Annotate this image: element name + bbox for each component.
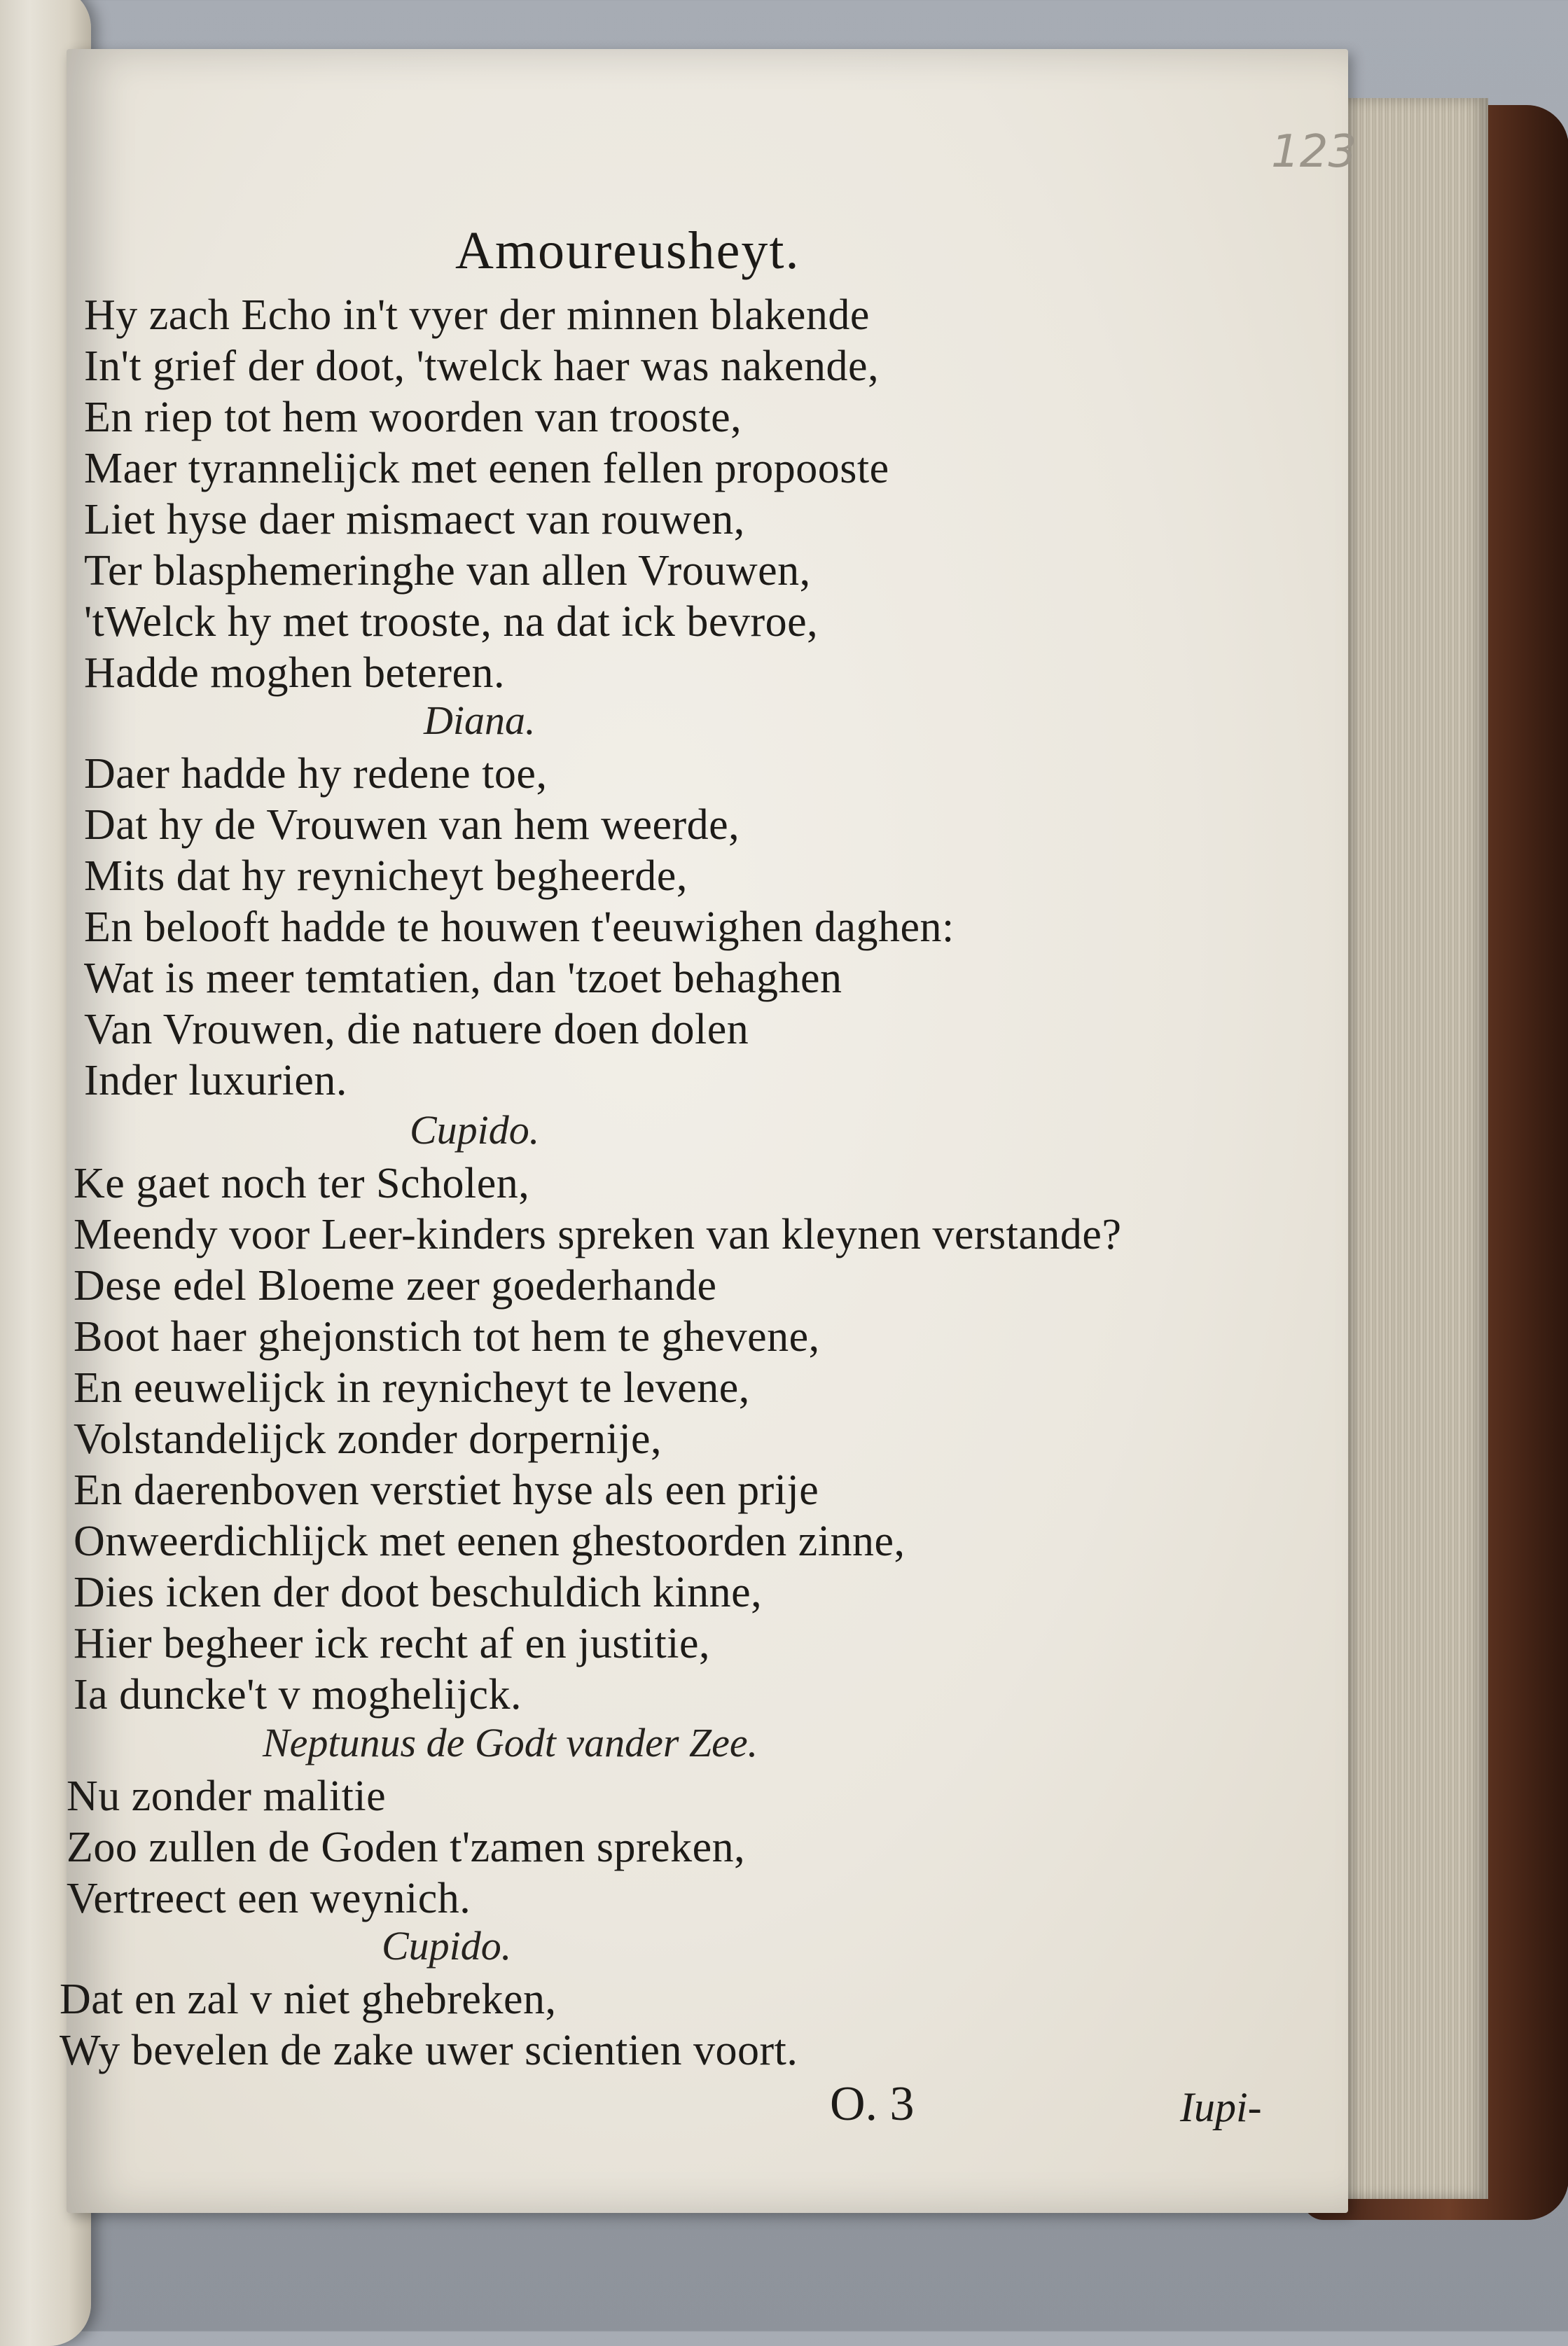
verse-line: Dat en zal v niet ghebreken, bbox=[60, 1976, 557, 2023]
signature-mark: O. 3 bbox=[830, 2077, 915, 2131]
verse-line: Wy bevelen de zake uwer scientien voort. bbox=[60, 2027, 798, 2074]
verse-line: En eeuwelijck in reynicheyt te levene, bbox=[74, 1364, 750, 1412]
verse-line: Inder luxurien. bbox=[84, 1057, 347, 1104]
verse-line: Volstandelijck zonder dorpernije, bbox=[74, 1415, 662, 1463]
verse-line: Hier begheer ick recht af en justitie, bbox=[74, 1620, 710, 1667]
verse-line: Ter blasphemeringhe van allen Vrouwen, bbox=[84, 547, 811, 595]
verse-line: In't grief der doot, 'twelck haer was nakende, bbox=[84, 342, 880, 390]
verse-line: Hy zach Echo in't vyer der minnen blakende bbox=[84, 291, 870, 339]
verse-line: Ia duncke't v moghelijck. bbox=[74, 1671, 522, 1719]
verse-line: Hadde moghen beteren. bbox=[84, 649, 505, 697]
verse-line: Ke gaet noch ter Scholen, bbox=[74, 1160, 530, 1207]
speaker-name: Cupido. bbox=[410, 1107, 540, 1153]
verse-line: Meendy voor Leer-kinders spreken van kleynen verstande? bbox=[74, 1211, 1122, 1258]
catchword: Iupi- bbox=[1180, 2084, 1262, 2130]
speaker-name: Cupido. bbox=[382, 1923, 512, 1969]
folio-number: 123 bbox=[1271, 126, 1357, 178]
verse-line: Zoo zullen de Goden t'zamen spreken, bbox=[67, 1824, 746, 1871]
verse-line: En riep tot hem woorden van trooste, bbox=[84, 394, 742, 441]
speaker-name: Neptunus de Godt vander Zee. bbox=[263, 1720, 758, 1765]
verse-line: Daer hadde hy redene toe, bbox=[84, 750, 548, 798]
verse-line: Boot haer ghejonstich tot hem te ghevene, bbox=[74, 1313, 820, 1361]
verse-line: Dat hy de Vrouwen van hem weerde, bbox=[84, 801, 740, 849]
verse-line: En belooft hadde te houwen t'eeuwighen daghen: bbox=[84, 903, 955, 951]
verse-line: Liet hyse daer mismaect van rouwen, bbox=[84, 496, 745, 543]
speaker-name: Diana. bbox=[424, 697, 536, 743]
verse-line: Vertreect een weynich. bbox=[67, 1875, 471, 1922]
verse-line: En daerenboven verstiet hyse als een prije bbox=[74, 1466, 819, 1514]
verse-line: Wat is meer temtatien, dan 'tzoet behaghen bbox=[84, 955, 842, 1002]
verse-line: 'tWelck hy met trooste, na dat ick bevroe, bbox=[84, 598, 819, 646]
verse-line: Dese edel Bloeme zeer goederhande bbox=[74, 1262, 717, 1310]
verse-line: Mits dat hy reynicheyt begheerde, bbox=[84, 852, 688, 900]
verse-line: Onweerdichlijck met eenen ghestoorden zinne, bbox=[74, 1518, 906, 1565]
verse-line: Nu zonder malitie bbox=[67, 1772, 387, 1820]
running-head: Amoureusheyt. bbox=[455, 221, 800, 280]
verse-text bbox=[60, 49, 1348, 2213]
verse-line: Van Vrouwen, die natuere doen dolen bbox=[84, 1006, 749, 1053]
book-page bbox=[60, 49, 1357, 2213]
verse-line: Dies icken der doot beschuldich kinne, bbox=[74, 1569, 763, 1616]
verse-line: Maer tyrannelijck met eenen fellen propooste bbox=[84, 445, 889, 492]
